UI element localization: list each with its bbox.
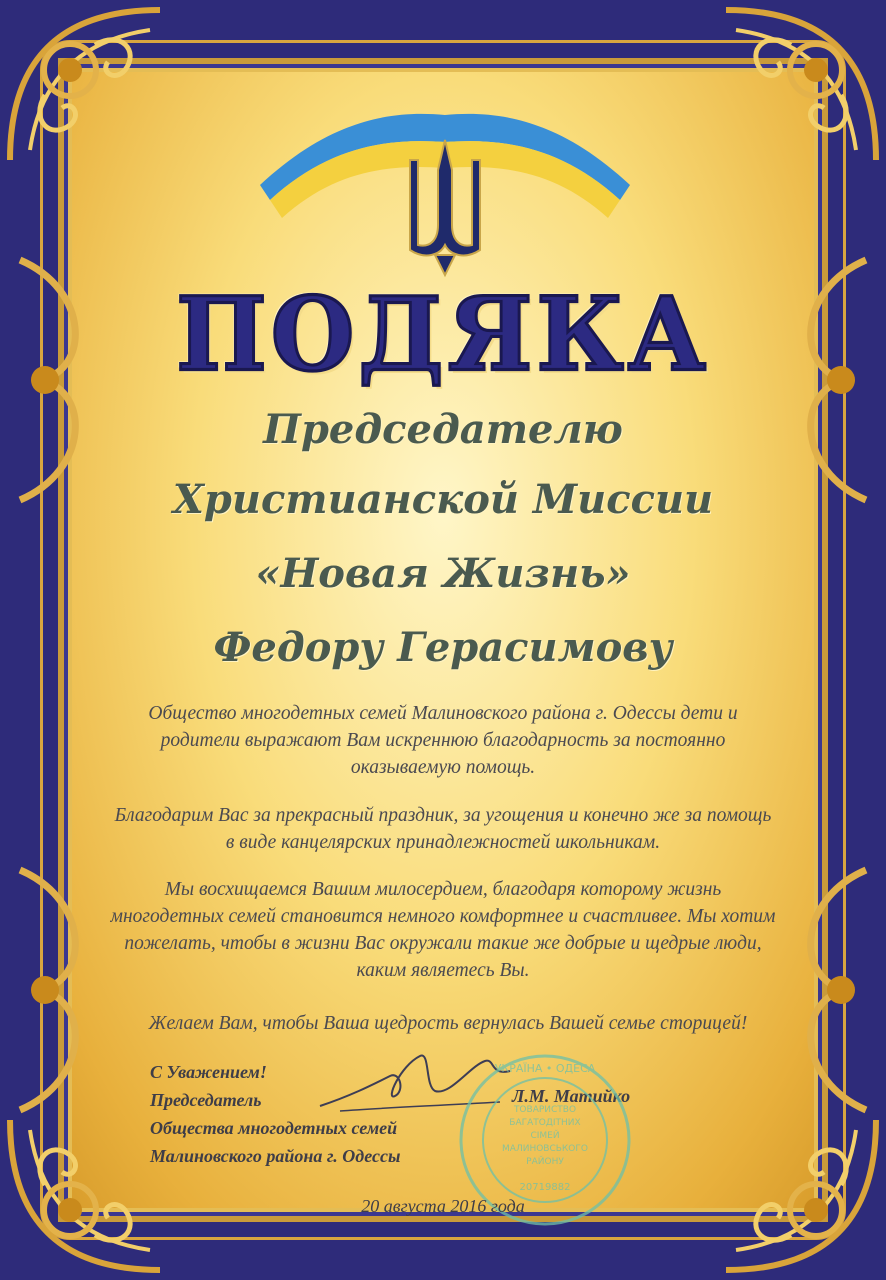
- signature-title-line-3: Малиновского района г. Одессы: [150, 1146, 401, 1166]
- stamp-text-3: СІМЕЙ: [530, 1131, 560, 1141]
- side-scroll-ornament-icon: [0, 860, 120, 1120]
- stamp-text-2: БАГАТОДІТНИХ: [509, 1118, 581, 1128]
- body-paragraph-3: Мы восхищаемся Вашим милосердием, благодаря которому жизнь многодетных семей становится немного комфортнее и счастливее. Мы хотим пожелать, чтобы в жизни Вас окружали такие же добрые и щедрые люди, каким являетесь Вы.: [110, 879, 776, 981]
- signatory-name: Л.М. Матийко: [512, 1086, 631, 1106]
- body-paragraph-4: Желаем Вам, чтобы Ваша щедрость вернулась Вашей семье сторицей!: [148, 1013, 748, 1034]
- stamp-ring-text: УКРАЇНА • ОДЕСА: [494, 1062, 596, 1075]
- signature-title-line-2: Общества многодетных семей: [150, 1118, 398, 1138]
- signature-greeting: С Уважением!: [150, 1062, 267, 1082]
- recipient-name: Федору Герасимову: [213, 624, 673, 671]
- body-paragraph-1: Общество многодетных семей Малиновского района г. Одессы дети и родители выражают Вам искреннюю благодарность за постоянно оказываемую помощь.: [148, 703, 738, 778]
- trident-emblem-icon: [250, 90, 640, 280]
- corner-ornament-icon: [0, 1110, 170, 1280]
- recipient-line-2: Христианской Миссии: [172, 476, 714, 523]
- corner-ornament-icon: [716, 0, 886, 170]
- body-paragraph-2: Благодарим Вас за прекрасный праздник, за угощения и конечно же за помощь в виде канцелярских принадлежностей школьникам.: [114, 805, 772, 853]
- signature-title-line-1: Председатель: [150, 1090, 262, 1110]
- side-scroll-ornament-icon: [766, 860, 886, 1120]
- recipient-line-1: Председателю: [263, 406, 623, 453]
- recipient-line-3: «Новая Жизнь»: [255, 550, 631, 597]
- stamp-text-1: ТОВАРИСТВО: [513, 1105, 577, 1115]
- certificate-date: 20 августа 2016 года: [361, 1196, 525, 1216]
- certificate-heading: ПОДЯКА: [176, 275, 710, 394]
- stamp-code: 20719882: [519, 1182, 571, 1193]
- corner-ornament-icon: [716, 1110, 886, 1280]
- stamp-text-4: МАЛИНОВСЬКОГО: [502, 1144, 588, 1154]
- corner-ornament-icon: [0, 0, 170, 170]
- stamp-text-5: РАЙОНУ: [526, 1157, 564, 1167]
